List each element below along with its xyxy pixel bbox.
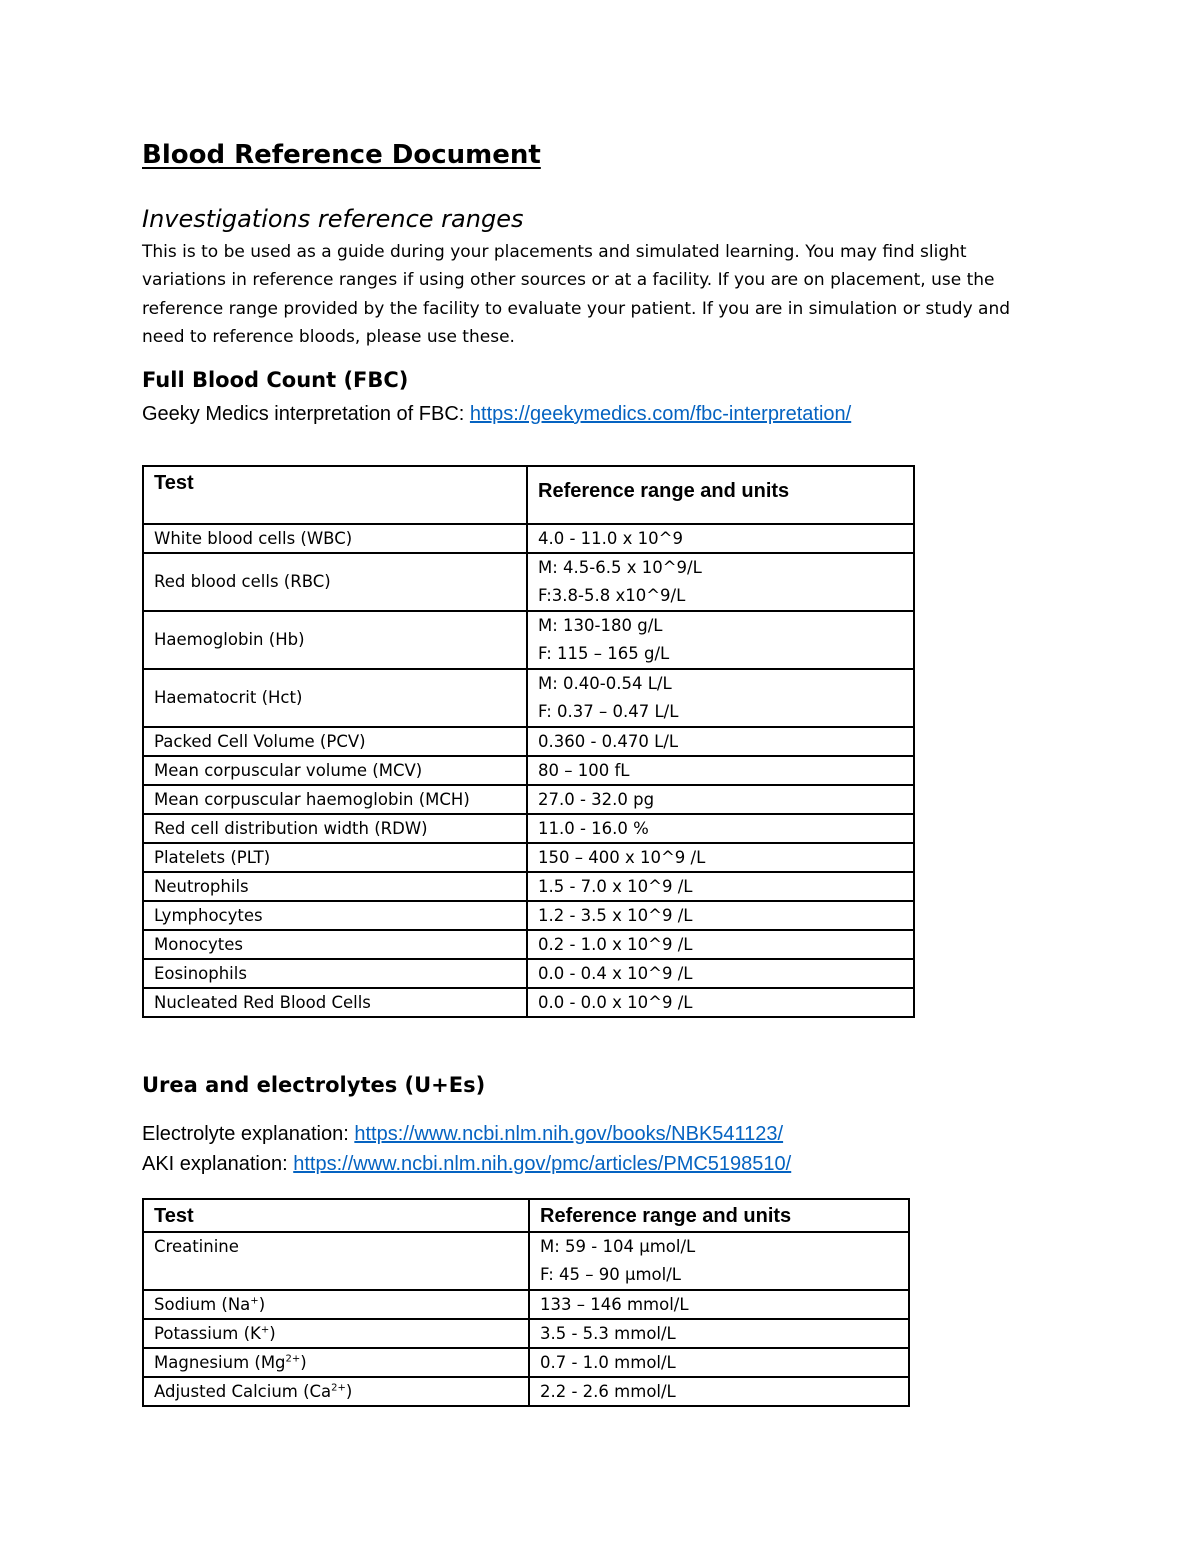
test-name: Adjusted Calcium (Ca [154,1381,332,1401]
reference-range-line: 0.0 - 0.4 x 10^9 /L [538,963,693,983]
reference-range-line: M: 0.40-0.54 L/L [538,674,672,693]
test-name-cell [143,1377,529,1406]
test-name-cell [143,901,527,930]
reference-range-line: 27.0 - 32.0 pg [538,789,655,809]
reference-range-line: 0.2 - 1.0 x 10^9 /L [538,934,693,954]
test-name-cell [143,1348,529,1377]
reference-range-line: 2.2 - 2.6 mmol/L [540,1381,676,1401]
test-name-cell [143,785,527,814]
header-test: Test [143,1199,529,1232]
table-row [143,727,914,756]
reference-range-cell [527,843,914,872]
reference-range-line: F: 115 – 165 g/L [538,644,670,663]
document-subtitle: Investigations reference ranges [142,205,524,233]
test-name: Mean corpuscular volume (MCV) [154,760,423,780]
test-name-cell [143,727,527,756]
intro-paragraph: This is to be used as a guide during your placements and simulated learning. You may find slight variations in reference ranges if using other sources or at a facility. If you are on placement, use the reference range provided by the facility to evaluate your patient. If you are in simulation or study and need to reference bloods, please use these. [142,242,1011,348]
table-row [143,756,914,785]
table-row [143,1319,909,1348]
table-row [143,814,914,843]
test-name-cell [143,756,527,785]
reference-range-cell [529,1319,909,1348]
reference-range-cell [527,727,914,756]
table-row [143,1290,909,1319]
reference-range-line: 4.0 - 11.0 x 10^9 [538,528,683,548]
table-row [143,553,914,611]
table-row [143,843,914,872]
test-name-close: ) [258,1294,266,1314]
fbc-heading: Full Blood Count (FBC) [142,368,409,392]
aki-link-label: AKI explanation: [142,1153,294,1175]
table-row [143,988,914,1017]
reference-range-line: 11.0 - 16.0 % [538,818,649,838]
test-name: White blood cells (WBC) [154,528,353,548]
test-name-cell [143,930,527,959]
reference-range-line: 80 – 100 fL [538,760,630,780]
test-name-close: ) [300,1352,307,1372]
reference-range-line: 0.0 - 0.0 x 10^9 /L [538,992,693,1012]
test-name: Mean corpuscular haemoglobin (MCH) [154,789,470,809]
test-name: Magnesium (Mg [154,1352,286,1372]
ion-charge: + [250,1295,259,1306]
reference-range-line: 1.2 - 3.5 x 10^9 /L [538,905,693,925]
reference-range-cell [527,669,914,727]
reference-range-cell [527,785,914,814]
reference-range-cell [529,1290,909,1319]
aki-link[interactable]: https://www.ncbi.nlm.nih.gov/pmc/articles/PMC5198510/ [293,1153,792,1175]
test-name: Eosinophils [154,963,247,983]
test-name-cell [143,959,527,988]
fbc-link-line [142,403,851,426]
test-name: Packed Cell Volume (PCV) [154,731,366,751]
table-row [143,930,914,959]
ue-table [142,1198,910,1407]
electrolyte-link-label: Electrolyte explanation: [142,1123,355,1145]
reference-range-line: 1.5 - 7.0 x 10^9 /L [538,876,693,896]
reference-range-cell [527,901,914,930]
table-row [143,611,914,669]
test-name-cell [143,524,527,553]
reference-range-cell [527,756,914,785]
reference-range-cell [527,988,914,1017]
table-row [143,1377,909,1406]
test-name-cell [143,843,527,872]
test-name: Haematocrit (Hct) [154,688,303,707]
reference-range-cell [527,930,914,959]
table-row [143,1348,909,1377]
table-row [143,1232,909,1290]
test-name: Potassium (K [154,1323,261,1343]
reference-range-line: M: 59 - 104 µmol/L [540,1237,696,1256]
reference-range-cell [527,872,914,901]
reference-range-line: 0.7 - 1.0 mmol/L [540,1352,676,1372]
reference-range-line: 150 – 400 x 10^9 /L [538,847,706,867]
aki-link-line [142,1153,791,1176]
reference-range-line: 133 – 146 mmol/L [540,1294,689,1314]
test-name-cell [143,814,527,843]
test-name: Platelets (PLT) [154,847,271,867]
table-row [143,872,914,901]
test-name-cell [143,1232,529,1290]
reference-range-cell [529,1377,909,1406]
table-header-row [143,466,914,524]
test-name: Lymphocytes [154,905,263,925]
document-title: Blood Reference Document [142,140,541,170]
ion-charge: 2+ [285,1353,301,1364]
reference-range-cell [527,553,914,611]
reference-range-cell [529,1348,909,1377]
test-name-cell [143,553,527,611]
test-name-close: ) [345,1381,353,1401]
ion-charge: + [260,1324,270,1335]
test-name-cell [143,872,527,901]
table-row [143,524,914,553]
fbc-table-body [143,466,914,1017]
electrolyte-link[interactable]: https://www.ncbi.nlm.nih.gov/books/NBK541123/ [354,1123,784,1145]
table-row [143,669,914,727]
electrolyte-link-line [142,1123,783,1146]
header-range: Reference range and units [527,466,914,524]
reference-range-line: F: 0.37 – 0.47 L/L [538,702,679,721]
test-name-cell [143,611,527,669]
reference-range-cell [527,959,914,988]
fbc-link-label: Geeky Medics interpretation of FBC: [142,403,470,425]
ue-table-body [143,1199,909,1406]
ion-charge: 2+ [331,1382,346,1393]
reference-range-line: F:3.8-5.8 x10^9/L [538,586,686,605]
test-name: Haemoglobin (Hb) [154,630,305,649]
test-name-close: ) [269,1323,276,1343]
test-name: Monocytes [154,934,243,954]
table-header-row [143,1199,909,1232]
fbc-table [142,465,915,1018]
test-name-cell [143,988,527,1017]
test-name: Creatinine [154,1237,239,1256]
reference-range-line: M: 130-180 g/L [538,616,663,635]
reference-range-cell [529,1232,909,1290]
table-row [143,785,914,814]
header-test: Test [143,466,527,524]
reference-range-line: 0.360 - 0.470 L/L [538,731,679,751]
test-name: Red blood cells (RBC) [154,572,331,591]
header-range: Reference range and units [529,1199,909,1232]
fbc-link[interactable]: https://geekymedics.com/fbc-interpretation/ [469,403,852,425]
test-name: Red cell distribution width (RDW) [154,818,428,838]
test-name-cell [143,669,527,727]
reference-range-cell [527,611,914,669]
reference-range-cell [527,814,914,843]
test-name-cell [143,1319,529,1348]
table-row [143,901,914,930]
ue-heading: Urea and electrolytes (U+Es) [142,1073,486,1097]
reference-range-cell [527,524,914,553]
reference-range-line: F: 45 – 90 µmol/L [540,1265,681,1284]
test-name: Nucleated Red Blood Cells [154,992,371,1012]
reference-range-line: 3.5 - 5.3 mmol/L [540,1323,676,1343]
test-name: Neutrophils [154,876,249,896]
reference-range-line: M: 4.5-6.5 x 10^9/L [538,558,702,577]
test-name: Sodium (Na [154,1294,251,1314]
test-name-cell [143,1290,529,1319]
table-row [143,959,914,988]
